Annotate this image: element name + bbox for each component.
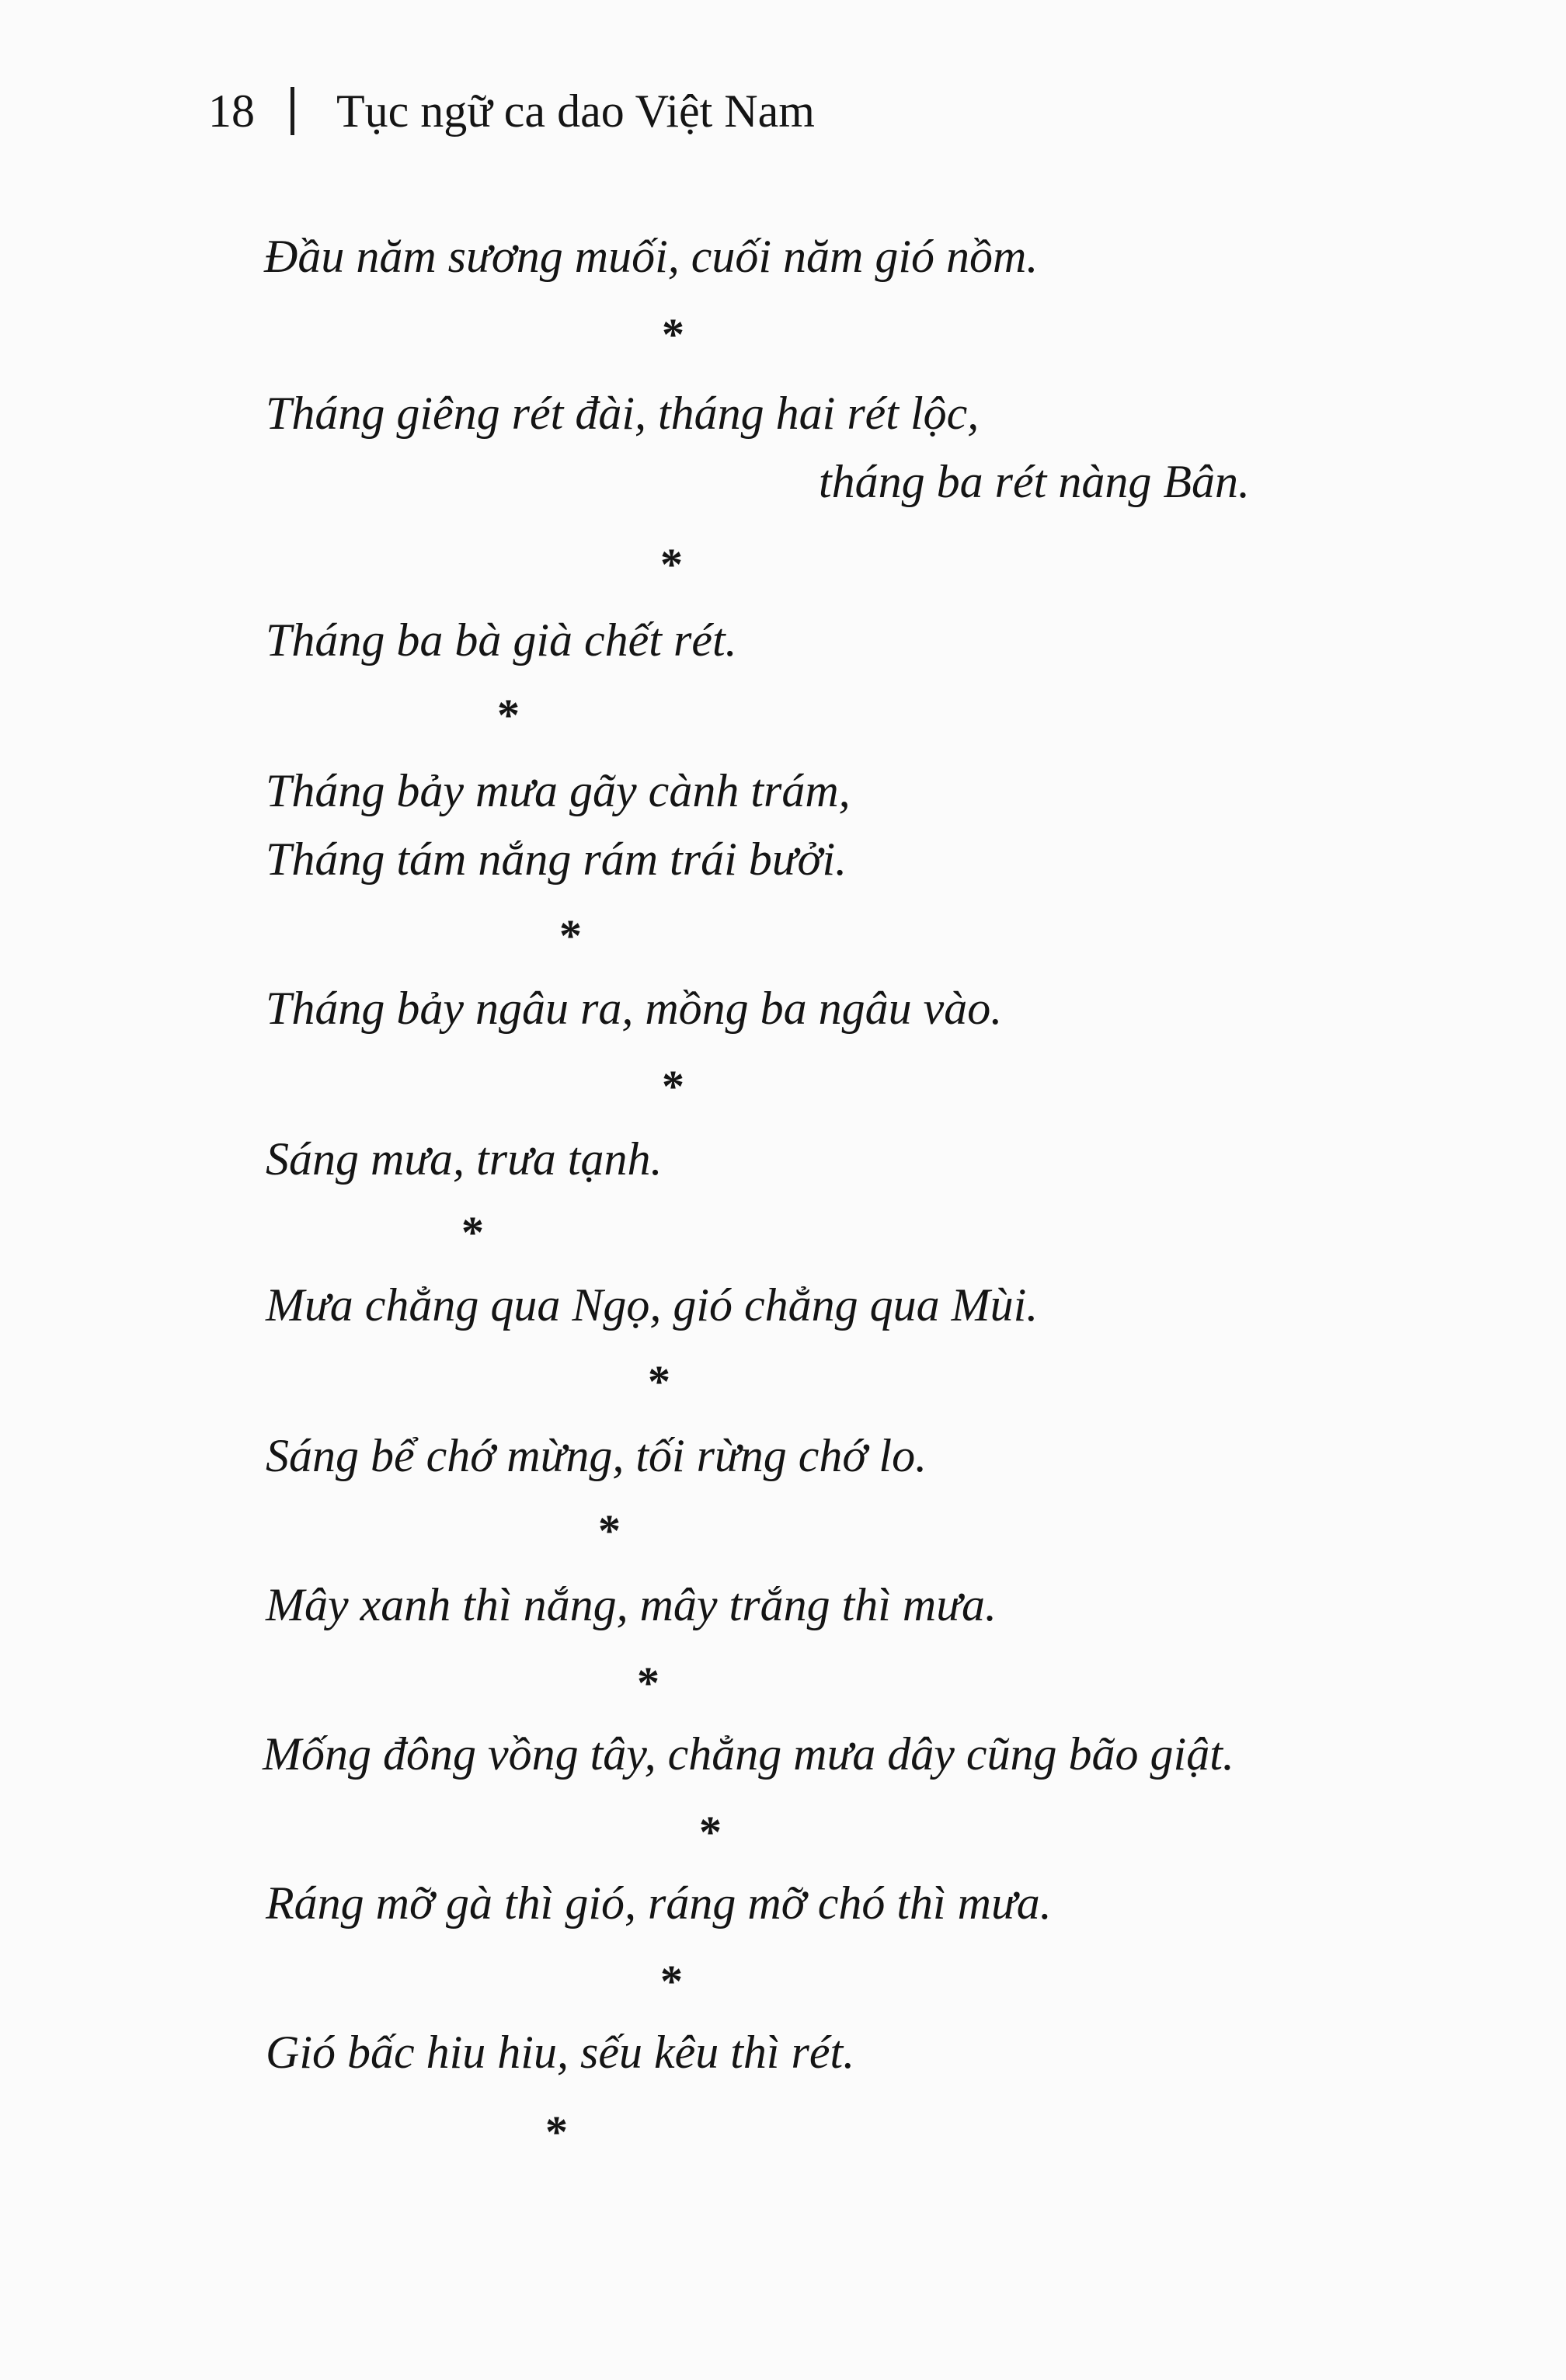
verse-separator: * [699,1807,722,1857]
verse-line: Mây xanh thì nắng, mây trắng thì mưa. [266,1579,997,1630]
verse-line: Mưa chẳng qua Ngọ, gió chẳng qua Mùi. [266,1279,1039,1331]
verse-line: Tháng bảy mưa gãy cành trám, [266,765,851,816]
verse-separator: * [660,539,683,590]
verse-separator: * [637,1658,659,1708]
verse-separator: * [660,1956,683,2006]
verse-separator: * [648,1356,670,1407]
verse-line: Sáng mưa, trưa tạnh. [266,1133,663,1185]
verse-line: Tháng tám nắng rám trái bưởi. [266,833,847,885]
verse-separator: * [559,910,582,961]
verse-line: Tháng bảy ngâu ra, mồng ba ngâu vào. [266,983,1003,1034]
page-header [208,87,815,135]
page-number: 18 [208,85,255,137]
verse-line: Tháng giêng rét đài, tháng hai rét lộc, [266,388,980,439]
verse-line: Ráng mỡ gà thì gió, ráng mỡ chó thì mưa. [266,1877,1052,1929]
verse-line: Đầu năm sương muối, cuối năm gió nồm. [264,231,1039,282]
book-title: Tục ngữ ca dao Việt Nam [336,85,815,137]
verse-separator: * [662,309,684,360]
verse-separator: * [545,2107,568,2157]
verse-line-indented: tháng ba rét nàng Bân. [819,456,1250,507]
verse-line: Sáng bể chớ mừng, tối rừng chớ lo. [266,1430,927,1481]
verse-line: Gió bấc hiu hiu, sếu kêu thì rét. [266,2027,855,2078]
verse-separator: * [662,1061,684,1112]
verse-separator: * [497,690,520,740]
verse-separator: * [461,1207,484,1258]
verse-separator: * [598,1505,621,1556]
verse-line: Tháng ba bà già chết rét. [266,614,737,666]
verse-line: Mống đông vồng tây, chẳng mưa dây cũng bão giật. [263,1728,1234,1780]
header-divider [291,87,294,135]
